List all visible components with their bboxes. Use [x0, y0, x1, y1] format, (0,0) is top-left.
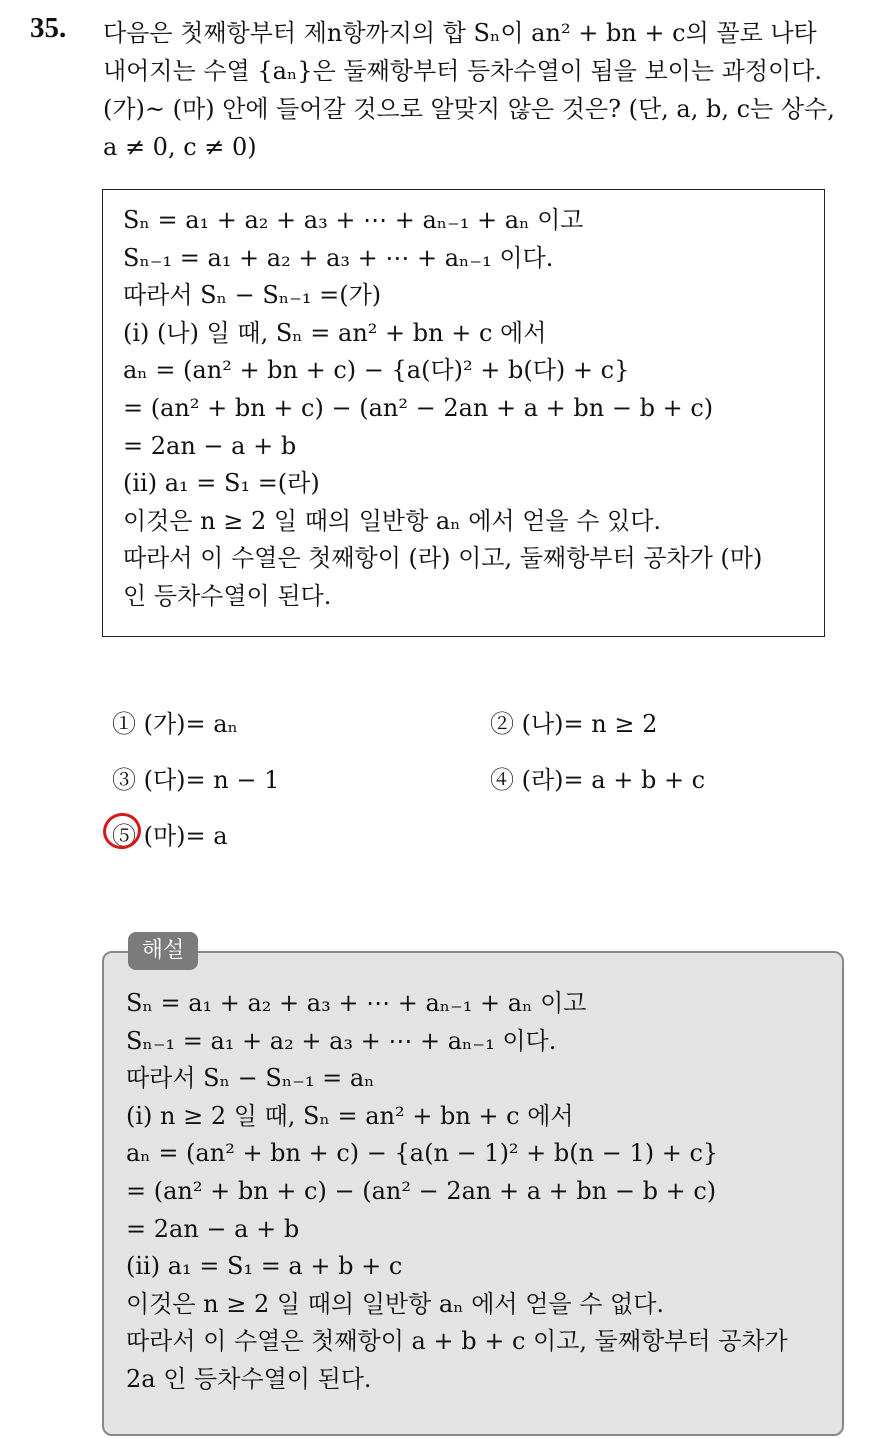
solution-tag: 해설	[128, 932, 198, 970]
solution-line: (ii) a₁ = S₁ = a + b + c	[126, 1252, 403, 1281]
solution-box	[102, 951, 844, 1436]
proof-line: Sₙ₋₁ = a₁ + a₂ + a₃ + ⋯ + aₙ₋₁ 이다.	[123, 243, 554, 272]
solution-line: (i) n ≥ 2 일 때, Sₙ = an² + bn + c 에서	[126, 1101, 574, 1130]
solution-line: = 2an − a + b	[126, 1214, 300, 1243]
choice-4[interactable]: ④ (라)= a + b + c	[490, 766, 706, 794]
stem-line: 다음은 첫째항부터 제n항까지의 합 Sₙ이 an² + bn + c의 꼴로 나타	[103, 19, 817, 47]
solution-line: 2a 인 등차수열이 된다.	[126, 1364, 372, 1393]
proof-line: 인 등차수열이 된다.	[123, 581, 332, 610]
proof-line: = 2an − a + b	[123, 431, 297, 460]
proof-line: 따라서 이 수열은 첫째항이 (라) 이고, 둘째항부터 공차가 (마)	[123, 544, 763, 573]
proof-line: (i) (나) 일 때, Sₙ = an² + bn + c 에서	[123, 318, 547, 347]
choice-2[interactable]: ② (나)= n ≥ 2	[490, 710, 658, 738]
proof-box	[102, 189, 825, 637]
proof-line: (ii) a₁ = S₁ =(라)	[123, 469, 320, 498]
proof-line: = (an² + bn + c) − (an² − 2an + a + bn − b + c)	[123, 393, 714, 422]
solution-line: Sₙ₋₁ = a₁ + a₂ + a₃ + ⋯ + aₙ₋₁ 이다.	[126, 1026, 557, 1055]
proof-line: aₙ = (an² + bn + c) − {a(다)² + b(다) + c}	[123, 356, 630, 385]
question-stem	[103, 14, 863, 166]
choice-3[interactable]: ③ (다)= n − 1	[112, 766, 280, 794]
solution-line: 따라서 이 수열은 첫째항이 a + b + c 이고, 둘째항부터 공차가	[126, 1327, 788, 1356]
stem-line: 내어지는 수열 {aₙ}은 둘째항부터 등차수열이 됨을 보이는 과정이다.	[103, 57, 823, 85]
stem-line: a ≠ 0, c ≠ 0)	[103, 133, 257, 161]
proof-line: 이것은 n ≥ 2 일 때의 일반항 aₙ 에서 얻을 수 있다.	[123, 506, 662, 535]
solution-line: 이것은 n ≥ 2 일 때의 일반항 aₙ 에서 얻을 수 없다.	[126, 1289, 665, 1318]
choice-1[interactable]: ① (가)= aₙ	[112, 710, 238, 738]
solution-line: = (an² + bn + c) − (an² − 2an + a + bn − b + c)	[126, 1176, 717, 1205]
proof-line: Sₙ = a₁ + a₂ + a₃ + ⋯ + aₙ₋₁ + aₙ 이고	[123, 206, 584, 234]
solution-line: Sₙ = a₁ + a₂ + a₃ + ⋯ + aₙ₋₁ + aₙ 이고	[126, 989, 587, 1017]
question-number: 35.	[30, 12, 67, 44]
solution-line: aₙ = (an² + bn + c) − {a(n − 1)² + b(n − 1) + c}	[126, 1139, 719, 1168]
solution-line: 따라서 Sₙ − Sₙ₋₁ = aₙ	[126, 1064, 375, 1093]
proof-line: 따라서 Sₙ − Sₙ₋₁ =(가)	[123, 281, 382, 310]
stem-line: (가)~ (마) 안에 들어갈 것으로 알맞지 않은 것은? (단, a, b, c는 상수,	[103, 95, 835, 123]
choice-5[interactable]: ⑤ (마)= a	[112, 822, 228, 850]
